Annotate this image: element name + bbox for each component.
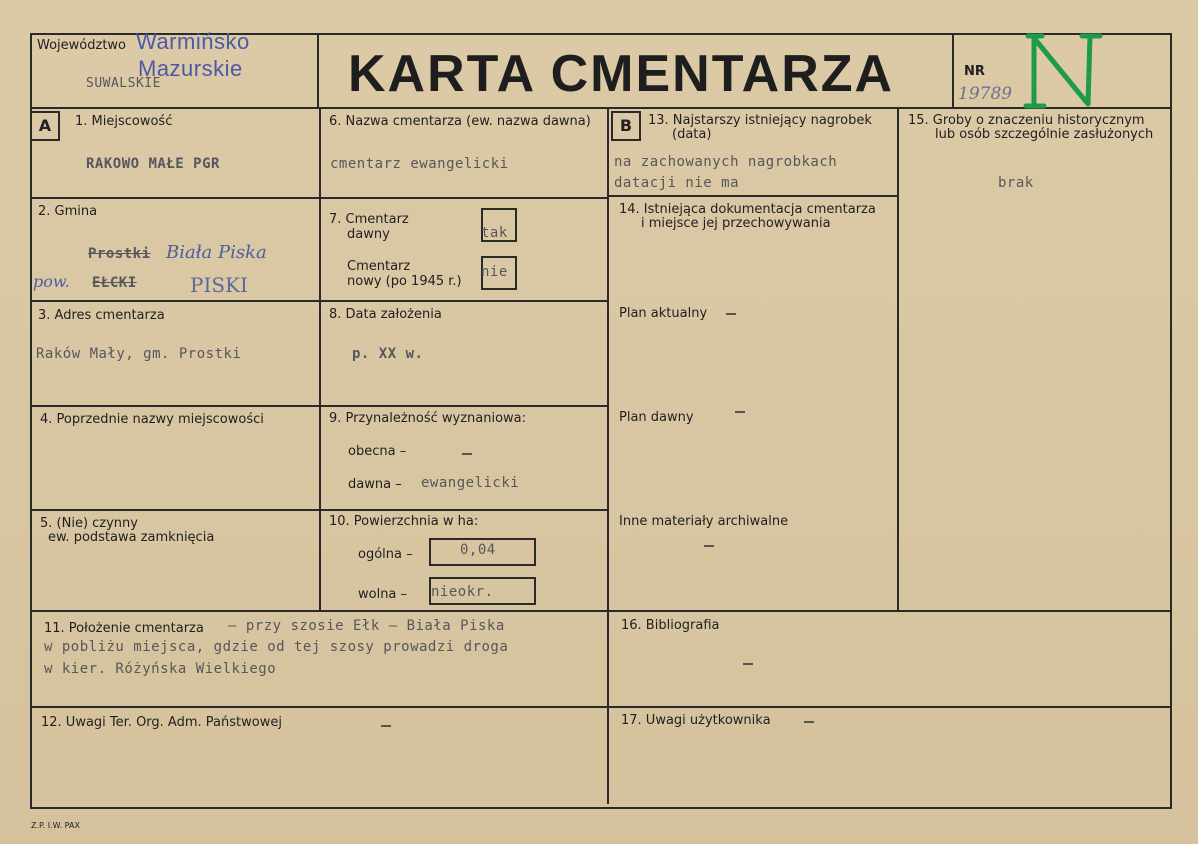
field-17-label: 17. Uwagi użytkownika — [621, 713, 771, 728]
field-11-value-line3: w kier. Różyńska Wielkiego — [44, 661, 277, 677]
field-6-value: cmentarz ewangelicki — [330, 156, 509, 172]
divider — [30, 405, 609, 407]
field-14-sublabel: i miejsce jej przechowywania — [641, 216, 831, 231]
field-8-label: 8. Data założenia — [329, 307, 442, 322]
field-7-old-value: tak — [481, 225, 508, 241]
divider — [319, 107, 321, 611]
divider — [30, 300, 609, 302]
field-9-current-label: obecna – — [348, 444, 407, 459]
field-2-county-abbr: pow. — [33, 272, 70, 291]
field-14-archives-label: Inne materiały archiwalne — [619, 514, 789, 529]
section-a-box: A — [30, 111, 60, 141]
dash — [726, 313, 736, 315]
field-7-old-label: dawny — [347, 227, 390, 242]
divider — [30, 610, 1172, 612]
divider — [30, 197, 609, 199]
divider — [30, 107, 1172, 109]
field-7-new-sublabel: nowy (po 1945 r.) — [347, 274, 462, 289]
field-14-old-plan-label: Plan dawny — [619, 410, 694, 425]
field-11-label: 11. Położenie cmentarza — [44, 621, 204, 636]
field-16-label: 16. Bibliografia — [621, 618, 720, 633]
field-9-label: 9. Przynależność wyznaniowa: — [329, 411, 527, 426]
divider — [607, 195, 899, 197]
field-2-handwritten: Biała Piska — [166, 242, 267, 263]
section-b-box: B — [611, 111, 641, 141]
voivodeship-label: Województwo — [37, 38, 127, 53]
field-9-former-value: ewangelicki — [421, 475, 520, 491]
field-8-value: p. XX w. — [352, 346, 424, 362]
dash — [462, 453, 472, 455]
voivodeship-stamp-line1: Warmińsko — [136, 29, 250, 54]
field-10-total-label: ogólna – — [358, 547, 413, 562]
field-7-label: 7. Cmentarz — [329, 212, 409, 227]
field-7-new-label: Cmentarz — [347, 259, 411, 274]
dash — [743, 663, 753, 665]
divider — [317, 33, 319, 109]
field-13-label: 13. Najstarszy istniejący nagrobek — [648, 113, 872, 128]
field-15-value: brak — [998, 175, 1034, 191]
old-voivodeship: SUWALSKIE — [86, 76, 161, 91]
field-11-value-line2: w pobliżu miejsca, gdzie od tej szosy prowadzi droga — [44, 639, 509, 655]
field-5-label: 5. (Nie) czynny — [40, 516, 138, 531]
field-1-value: RAKOWO MAŁE PGR — [86, 156, 220, 172]
green-n-mark — [1020, 32, 1110, 112]
field-2-new-county: PISKI — [190, 273, 248, 297]
field-10-free-label: wolna – — [358, 587, 408, 602]
field-3-value: Raków Mały, gm. Prostki — [36, 346, 242, 362]
number-label: NR — [964, 64, 985, 79]
record-number: 19789 — [958, 84, 1013, 104]
printer-mark: Z.P. I.W. PAX — [31, 821, 80, 830]
field-3-label: 3. Adres cmentarza — [38, 308, 165, 323]
divider — [607, 107, 609, 804]
field-15-label: 15. Groby o znaczeniu historycznym — [908, 113, 1145, 128]
field-14-current-plan-label: Plan aktualny — [619, 306, 708, 321]
field-10-label: 10. Powierzchnia w ha: — [329, 514, 479, 529]
field-12-label: 12. Uwagi Ter. Org. Adm. Państwowej — [41, 715, 282, 730]
divider — [897, 107, 899, 611]
dash — [735, 411, 745, 413]
field-14-label: 14. Istniejąca dokumentacja cmentarza — [619, 202, 876, 217]
dash — [381, 725, 391, 727]
field-4-label: 4. Poprzednie nazwy miejscowości — [40, 412, 264, 427]
field-15-sublabel: lub osób szczególnie zasłużonych — [935, 127, 1154, 142]
field-1-label: 1. Miejscowość — [75, 114, 173, 129]
field-5-sublabel: ew. podstawa zamknięcia — [48, 530, 215, 545]
divider — [30, 509, 609, 511]
voivodeship-stamp-line2: Mazurskie — [138, 56, 243, 81]
field-2-label: 2. Gmina — [38, 204, 98, 219]
field-6-label: 6. Nazwa cmentarza (ew. nazwa dawna) — [329, 114, 591, 129]
field-13-value-line2: datacji nie ma — [614, 175, 740, 191]
field-10-total-value: 0,04 — [460, 542, 496, 558]
field-13-value-line1: na zachowanych nagrobkach — [614, 154, 838, 170]
divider — [952, 33, 954, 109]
field-2-old-county: EŁCKI — [92, 275, 137, 291]
dash — [804, 721, 814, 723]
field-7-new-value: nie — [481, 264, 508, 280]
divider — [30, 706, 1172, 708]
field-11-value-line1: – przy szosie Ełk – Biała Piska — [228, 618, 505, 634]
dash — [704, 545, 714, 547]
field-10-free-value: nieokr. — [431, 584, 494, 600]
field-13-sublabel: (data) — [672, 127, 712, 142]
field-9-former-label: dawna – — [348, 477, 402, 492]
field-2-old-value: Prostki — [88, 246, 151, 262]
page-title: KARTA CMENTARZA — [348, 45, 895, 103]
